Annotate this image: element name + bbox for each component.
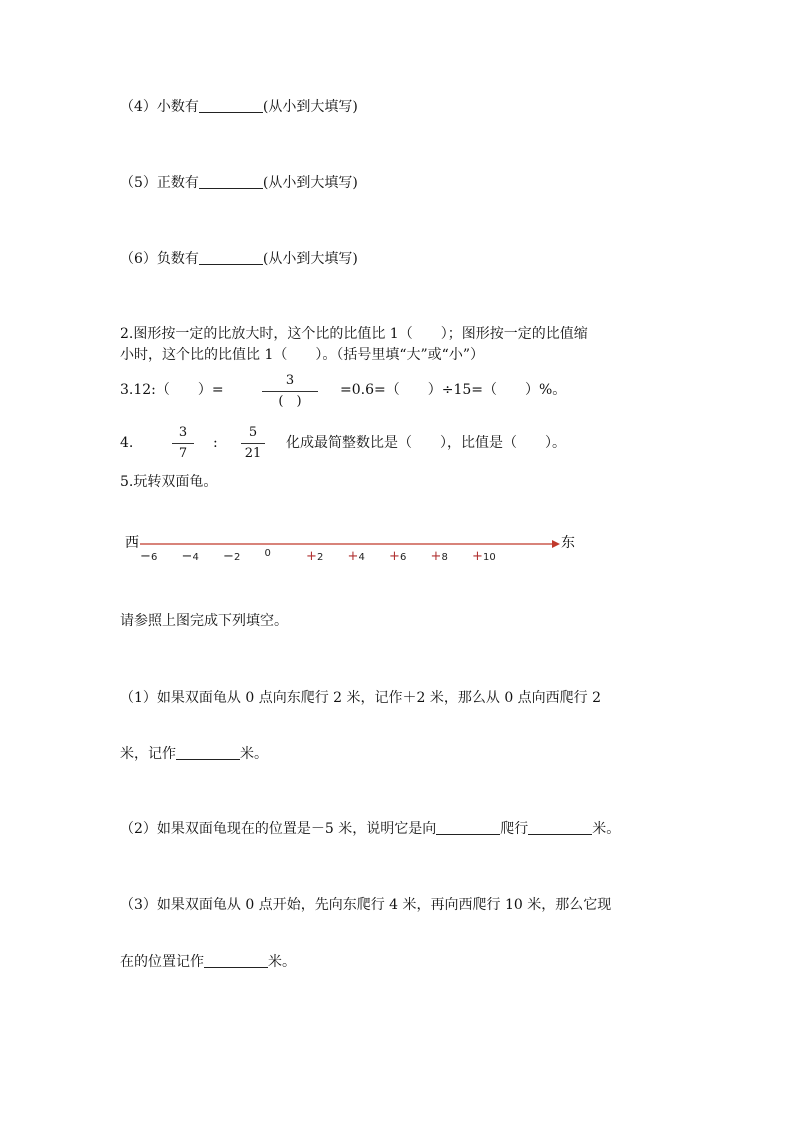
part-number: （4）: [120, 99, 157, 115]
q5-sub3-line-2: [120, 953, 296, 971]
q1-part-5: [120, 174, 358, 192]
sub1-lead: 米，记作: [120, 746, 176, 762]
tick-sign: +: [430, 549, 442, 564]
answer-blank[interactable]: [528, 820, 592, 835]
tick-sign: +: [347, 549, 359, 564]
q5-title: 5.玩转双面龟。: [120, 474, 218, 490]
q4-fraction-2: [241, 425, 265, 462]
tick-value: 2: [234, 552, 241, 563]
tick-sign: +: [389, 549, 400, 564]
tick-value: 10: [483, 552, 496, 563]
sub1-tail: 米。: [240, 746, 268, 762]
q1-part-4: [120, 98, 358, 116]
q2-line-2: 小时，这个比的比值比 1（ ）。（括号里填“大”或“小”）: [120, 347, 484, 363]
q4-colon: :: [213, 435, 218, 451]
q3-fraction: [262, 373, 318, 410]
q5-sub2: [120, 820, 620, 838]
answer-blank[interactable]: [436, 820, 500, 835]
tick-value: 4: [358, 552, 365, 563]
answer-blank[interactable]: [204, 953, 268, 968]
answer-blank[interactable]: [176, 745, 240, 760]
tick-sign: +: [472, 549, 483, 564]
answer-blank[interactable]: [199, 174, 263, 189]
sub3-tail: 米。: [268, 954, 296, 970]
part-lead: 小数有: [156, 99, 199, 115]
part-number: （5）: [120, 175, 157, 191]
west-label: 西: [125, 535, 139, 551]
q4-tail: 化成最简整数比是（ ），比值是（ ）。: [286, 435, 566, 451]
sub3-lead: 在的位置记作: [120, 954, 204, 970]
part-tail: (从小到大填写): [262, 99, 358, 115]
fraction-numerator: 5: [248, 425, 258, 440]
tick-value: 8: [441, 552, 448, 563]
tick-value: 4: [192, 552, 199, 563]
part-lead: 负数有: [156, 251, 199, 267]
q4-number: 4.: [120, 435, 134, 451]
fraction-bar: [241, 443, 265, 444]
fraction-denominator: ( ): [278, 394, 302, 409]
part-lead: 正数有: [156, 175, 199, 191]
q1-part-6: [120, 250, 358, 268]
sub2-lead: （2）如果双面龟现在的位置是－5 米，说明它是向: [120, 821, 437, 837]
fraction-bar: [262, 391, 318, 392]
tick-sign: +: [306, 549, 317, 564]
fraction-numerator: 3: [285, 373, 295, 388]
part-tail: (从小到大填写): [262, 175, 358, 191]
tick-sign: −: [181, 549, 193, 564]
tick-value: 2: [317, 552, 324, 563]
q5-sub3-line-1: （3）如果双面龟从 0 点开始，先向东爬行 4 米，再向西爬行 10 米，那么它现: [120, 897, 612, 913]
q5-sub1-line-1: （1）如果双面龟从 0 点向东爬行 2 米，记作＋2 米，那么从 0 点向西爬行 2: [120, 690, 602, 706]
fraction-bar: [172, 443, 194, 444]
tick-value: 0: [264, 548, 271, 559]
fraction-denominator: 21: [244, 446, 262, 461]
sub2-tail: 米。: [592, 821, 621, 837]
fraction-denominator: 7: [178, 446, 188, 461]
q4-fraction-1: [172, 425, 194, 462]
axis-arrowhead: [552, 540, 560, 548]
tick-value: 6: [151, 552, 158, 563]
part-number: （6）: [120, 251, 157, 267]
q3-tail: =0.6=（ ）÷15=（ ）%。: [340, 382, 567, 398]
tick-sign: −: [223, 549, 234, 564]
sub2-mid: 爬行: [500, 821, 529, 837]
answer-blank[interactable]: [199, 250, 263, 265]
tick-labels: [140, 548, 496, 564]
east-label: 东: [561, 535, 575, 551]
fraction-numerator: 3: [178, 425, 188, 440]
q3-lead: 3.12:（ ）=: [120, 382, 224, 398]
tick-value: 6: [400, 552, 407, 563]
q5-sub1-line-2: [120, 745, 268, 763]
answer-blank[interactable]: [199, 98, 263, 113]
q5-instruction: 请参照上图完成下列填空。: [120, 613, 288, 629]
part-tail: (从小到大填写): [262, 251, 358, 267]
tick-sign: −: [140, 549, 151, 564]
q2-line-1: 2.图形按一定的比放大时，这个比的比值比 1（ ）；图形按一定的比值缩: [120, 326, 588, 342]
